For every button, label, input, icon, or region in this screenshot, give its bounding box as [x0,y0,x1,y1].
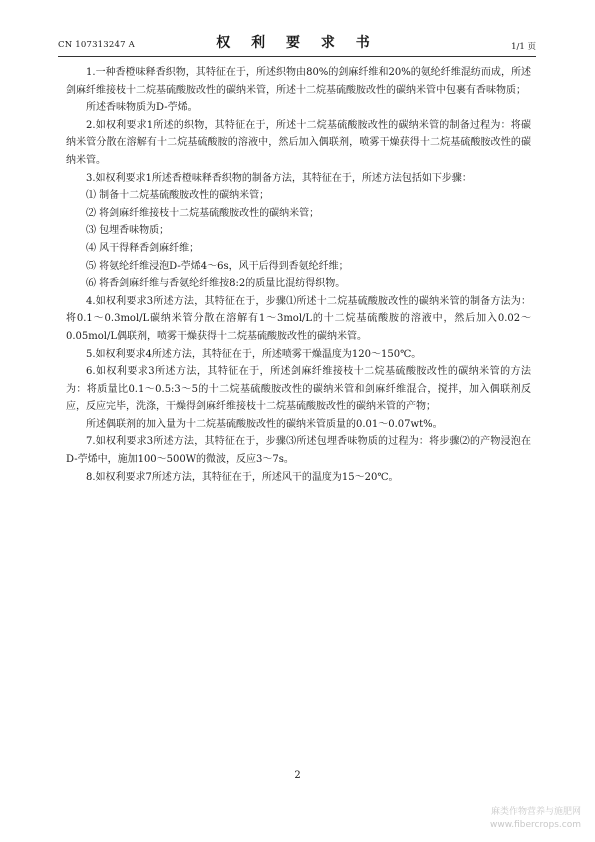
watermark-url: www.fibercrops.com [490,820,581,830]
page-number: 2 [294,770,301,781]
claim-step: ⑷ 风干得释香剑麻纤维； [86,242,200,254]
watermark-name: 麻类作物营养与施肥网 [490,807,581,817]
claim-step: ⑵ 将剑麻纤维接枝十二烷基硫酸胺改性的碳纳米管； [86,207,320,219]
claim-paragraph: 4.如权利要求3所述方法，其特征在于，步骤⑴所述十二烷基硫酸胺改性的碳纳米管的制备方法为：将0.1～0.3mol/L碳纳米管分散在溶解有1～3mol/L的十二烷基硫酸胺的溶液中，然后加入0.02～0.05mol/L偶联剂，喷雾干燥获得十二烷基硫酸胺改性的碳纳米管。 [66,295,531,342]
claims-body [66,64,531,486]
claim-paragraph: 7.如权利要求3所述方法，其特征在于，步骤⑶所述包埋香味物质的过程为：将步骤⑵的产物浸泡在D-苧烯中，施加100～500W的微波，反应3～7s。 [66,436,531,466]
document-title: 权 利 要 求 书 [216,35,378,51]
claim-step: ⑴ 制备十二烷基硫酸胺改性的碳纳米管； [86,190,270,202]
claim-step: ⑸ 将氨纶纤维浸泡D-苧烯4～6s，风干后得到香氨纶纤维； [86,260,349,272]
claim-paragraph: 1.一种香橙味释香织物，其特征在于，所述织物由80%的剑麻纤维和20%的氨纶纤维混纺而成，所述剑麻纤维接枝十二烷基硫酸胺改性的碳纳米管，所述十二烷基硫酸胺改性的碳纳米管中包裹有香味物质； [66,67,531,96]
publication-number: CN 107313247 A [58,40,135,50]
claim-paragraph: 2.如权利要求1所述的织物，其特征在于，所述十二烷基硫酸胺改性的碳纳米管的制备过程为：将碳纳米管分散在溶解有十二烷基硫酸胺的溶液中，然后加入偶联剂，喷雾干燥获得十二烷基硫酸胺改性的碳纳米管。 [66,119,531,166]
claim-paragraph: 5.如权利要求4所述方法，其特征在于，所述喷雾干燥温度为120～150℃。 [86,348,422,360]
claim-paragraph: 3.如权利要求1所述香橙味释香织物的制备方法，其特征在于，所述方法包括如下步骤： [86,172,472,184]
claim-step: ⑶ 包埋香味物质； [86,225,170,237]
claim-paragraph: 6.如权利要求3所述方法，其特征在于，所述剑麻纤维接枝十二烷基硫酸胺改性的碳纳米管的方法为：将质量比0.1～0.5:3～5的十二烷基硫酸胺改性的碳纳米管和剑麻纤维混合，搅拌，加入偶联剂反应，反应完毕，洗涤，干燥得剑麻纤维接枝十二烷基硫酸胺改性的碳纳米管的产物； [66,366,531,413]
claim-step: ⑹ 将香剑麻纤维与香氨纶纤维按8:2的质量比混纺得织物。 [86,278,346,290]
site-watermark [490,806,581,832]
claim-paragraph: 所述香味物质为D-苧烯。 [86,102,198,114]
page-header [58,30,536,54]
header-divider [58,56,536,57]
claim-paragraph: 所述偶联剂的加入量为十二烷基硫酸胺改性的碳纳米管质量的0.01～0.07wt%。 [86,418,443,430]
page-count: 1/1 页 [511,42,536,52]
claim-paragraph: 8.如权利要求7所述方法，其特征在于，所述风干的温度为15～20℃。 [86,471,399,483]
